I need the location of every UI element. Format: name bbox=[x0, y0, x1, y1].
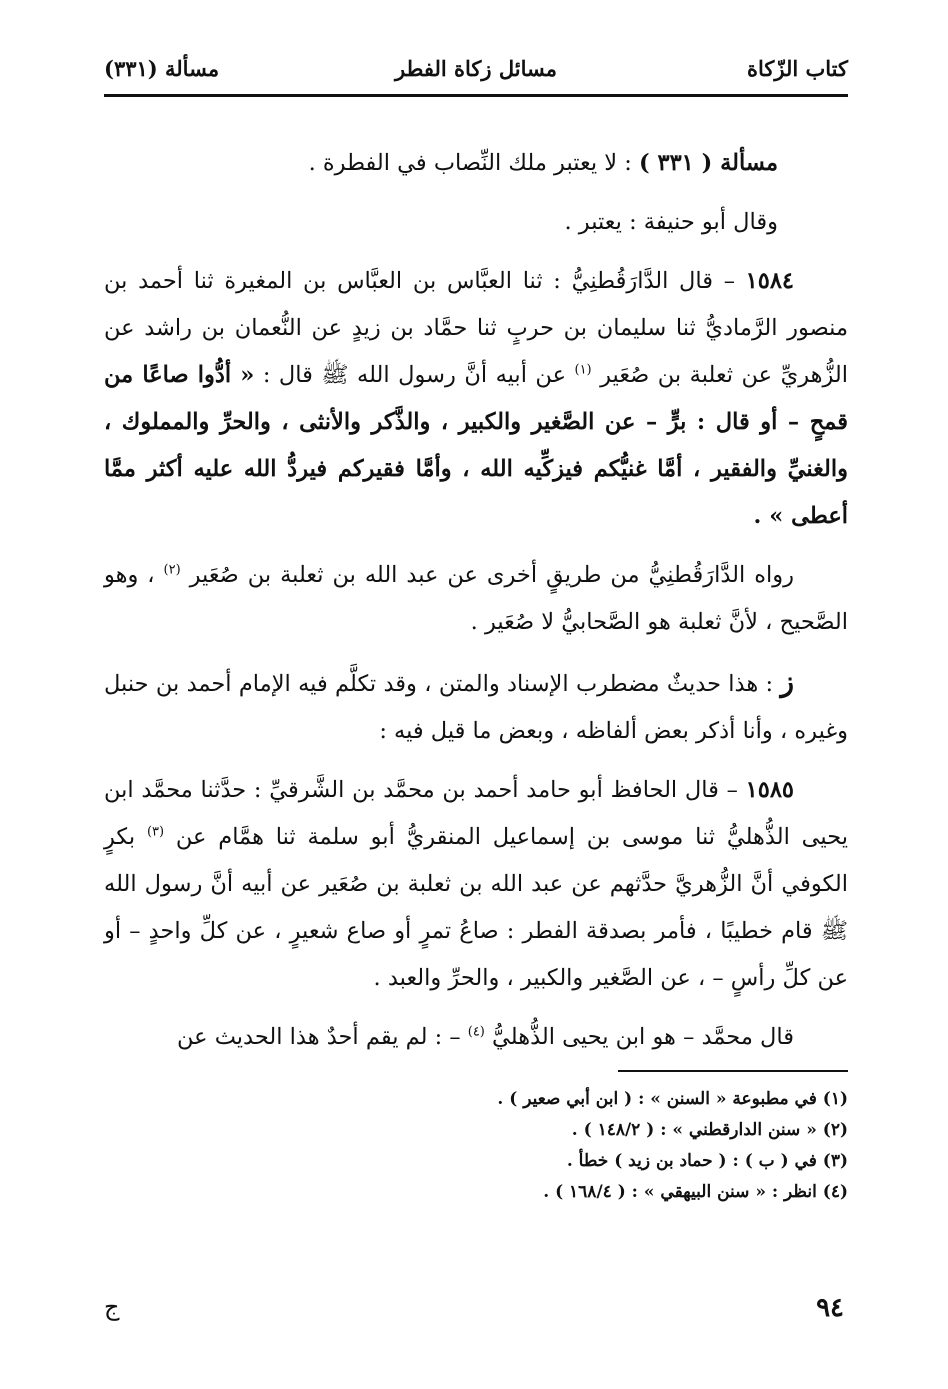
footnote-ref-3: (٣) bbox=[146, 824, 165, 840]
rawahu-paragraph bbox=[104, 552, 848, 646]
book-title: كتاب الزّكاة bbox=[746, 56, 848, 81]
footnote-ref-1: (١) bbox=[574, 362, 592, 378]
signature-mark: ج bbox=[104, 1293, 120, 1321]
footnote-4: (٤) انظر : « سنن البيهقي » : ( ١٦٨/٤ ) . bbox=[543, 1182, 848, 1202]
main-text bbox=[104, 140, 848, 1073]
qala-paragraph bbox=[104, 1014, 848, 1061]
hadith-chain: – قال الدَّارَقُطنِيُّ : ثنا العبَّاس بن العبَّاس بن المغيرة ثنا أحمد بن منصور الرَّماديُّ ثنا سليمان بن حربٍ ثنا حمَّاد بن زيدٍ عن النُّعمان بن راشد عن الزُّهريِّ عن ثعلبة بن صُعَير bbox=[104, 268, 848, 388]
masala-heading bbox=[104, 140, 848, 187]
footnote-rule bbox=[618, 1070, 848, 1072]
rawahu-text-end: ، وهو الصَّحيح ، لأنَّ ثعلبة هو الصَّحابيُّ لا صُعَير . bbox=[104, 562, 848, 635]
footnote-1: (١) في مطبوعة « السنن » : ( ابن أبي صعير ) . bbox=[497, 1089, 848, 1109]
hadith-chain-end: عن أبيه أنَّ رسول الله ﷺ قال : bbox=[254, 362, 575, 388]
masala-lead: مسألة ( ٣٣١ ) bbox=[639, 150, 778, 176]
header-rule bbox=[104, 94, 848, 97]
issue-label: مسألة (٣٣١) bbox=[104, 56, 220, 81]
hadith-1585 bbox=[104, 767, 848, 1002]
running-header bbox=[104, 48, 848, 88]
hadith-1584 bbox=[104, 258, 848, 540]
footnotes bbox=[400, 1084, 848, 1208]
z-paragraph bbox=[104, 658, 848, 755]
rawahu-text: رواه الدَّارَقُطنِيُّ من طريقٍ أخرى عن عبد الله بن ثعلبة بن صُعَير bbox=[180, 562, 794, 588]
footnote-ref-2: (٢) bbox=[163, 562, 181, 578]
footnote-2: (٢) « سنن الدارقطني » : ( ١٤٨/٢ ) . bbox=[571, 1120, 848, 1140]
z-text: : هذا حديثٌ مضطرب الإسناد والمتن ، وقد تكلَّم فيه الإمام أحمد بن حنبل وغيره ، وأنا أذكر بعض ألفاظه ، وبعض ما قيل فيه : bbox=[104, 671, 848, 744]
footnote-3: (٣) في ( ب ) : ( حماد بن زيد ) خطأ . bbox=[566, 1151, 848, 1171]
page-number: ٩٤ bbox=[816, 1293, 844, 1323]
chapter-title: مسائل زكاة الفطر bbox=[395, 56, 557, 81]
hadith-quote: « أدُّوا صاعًا من قمحٍ – أو قال : برٍّ – عن الصَّغير والكبير ، والذَّكر والأنثى ، والحرِّ والمملوك ، والغنيِّ والفقير ، أمَّا غنيُّكم فيزكِّيه الله ، وأمَّا فقيركم فيردُّ الله عليه أكثر ممَّا أعطى » . bbox=[104, 362, 848, 529]
hanifa-paragraph: وقال أبو حنيفة : يعتبر . bbox=[564, 209, 778, 235]
hadith-number: ١٥٨٥ bbox=[745, 777, 794, 803]
z-mark: ز bbox=[780, 665, 794, 698]
hadith-chain: – قال الحافظ أبو حامد أحمد بن محمَّد بن الشَّرقيِّ : حدَّثنا محمَّد ابن يحيى الذُّهليُّ ثنا موسى بن إسماعيل المنقريُّ أبو سلمة ثنا همَّام عن bbox=[104, 777, 848, 850]
hadith-chain-end: بكرٍ الكوفي أنَّ الزُّهريَّ حدَّثهم عن عبد الله بن ثعلبة بن صُعَير عن أبيه أنَّ رسول الله ﷺ قام خطيبًا ، فأمر بصدقة الفطر : صاعُ تمرٍ أو صاع شعيرٍ ، عن كلِّ واحدٍ – أو عن كلِّ رأسٍ – ، عن الصَّغير والكبير ، والحرِّ والعبد . bbox=[104, 824, 848, 991]
footnote-ref-4: (٤) bbox=[467, 1024, 485, 1040]
qala-text-end: – : لم يقم أحدٌ هذا الحديث عن bbox=[176, 1024, 468, 1050]
qala-text: قال محمَّد – هو ابن يحيى الذُّهليُّ bbox=[484, 1024, 794, 1050]
masala-text: : لا يعتبر ملك النِّصاب في الفطرة . bbox=[308, 150, 640, 176]
hadith-number: ١٥٨٤ bbox=[745, 268, 794, 294]
